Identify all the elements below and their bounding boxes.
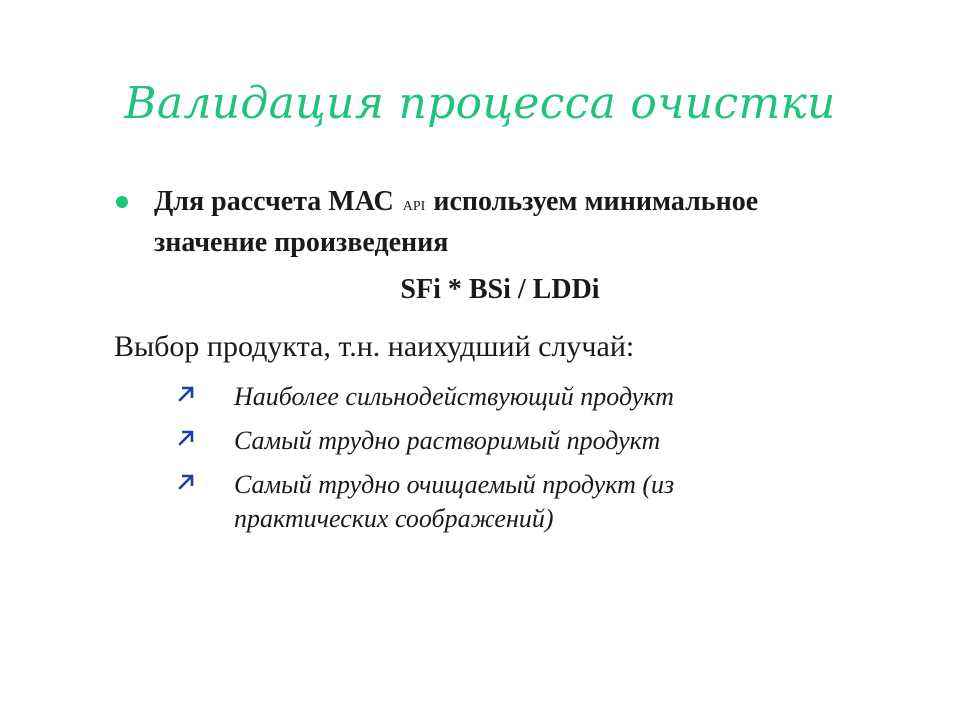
main-bullet-text-start: Для рассчета МАС: [154, 186, 394, 217]
sub-bullet-list: [174, 380, 814, 546]
formula: SFi * BSi / LDDi: [400, 274, 600, 305]
list-item: [174, 424, 814, 458]
subheading: Выбор продукта, т.н. наихудший случай:: [114, 330, 635, 363]
dot-bullet-icon: [116, 196, 128, 208]
arrow-up-right-icon: [174, 382, 198, 406]
arrow-up-right-icon: [174, 470, 198, 494]
mac-subscript: API: [402, 199, 426, 214]
main-bullet-text: [154, 184, 834, 261]
list-item-text: Самый трудно растворимый продукт: [234, 426, 661, 455]
list-item: [174, 468, 814, 536]
arrow-up-right-icon: [174, 426, 198, 450]
main-bullet-text-end: используем минимальное значение произведения: [154, 186, 759, 258]
list-item-text: Наиболее сильнодействующий продукт: [234, 382, 674, 411]
slide-title: Валидация процесса очистки: [124, 78, 836, 129]
list-item-text: Самый трудно очищаемый продукт (из практических соображений): [234, 470, 675, 533]
list-item: [174, 380, 814, 414]
